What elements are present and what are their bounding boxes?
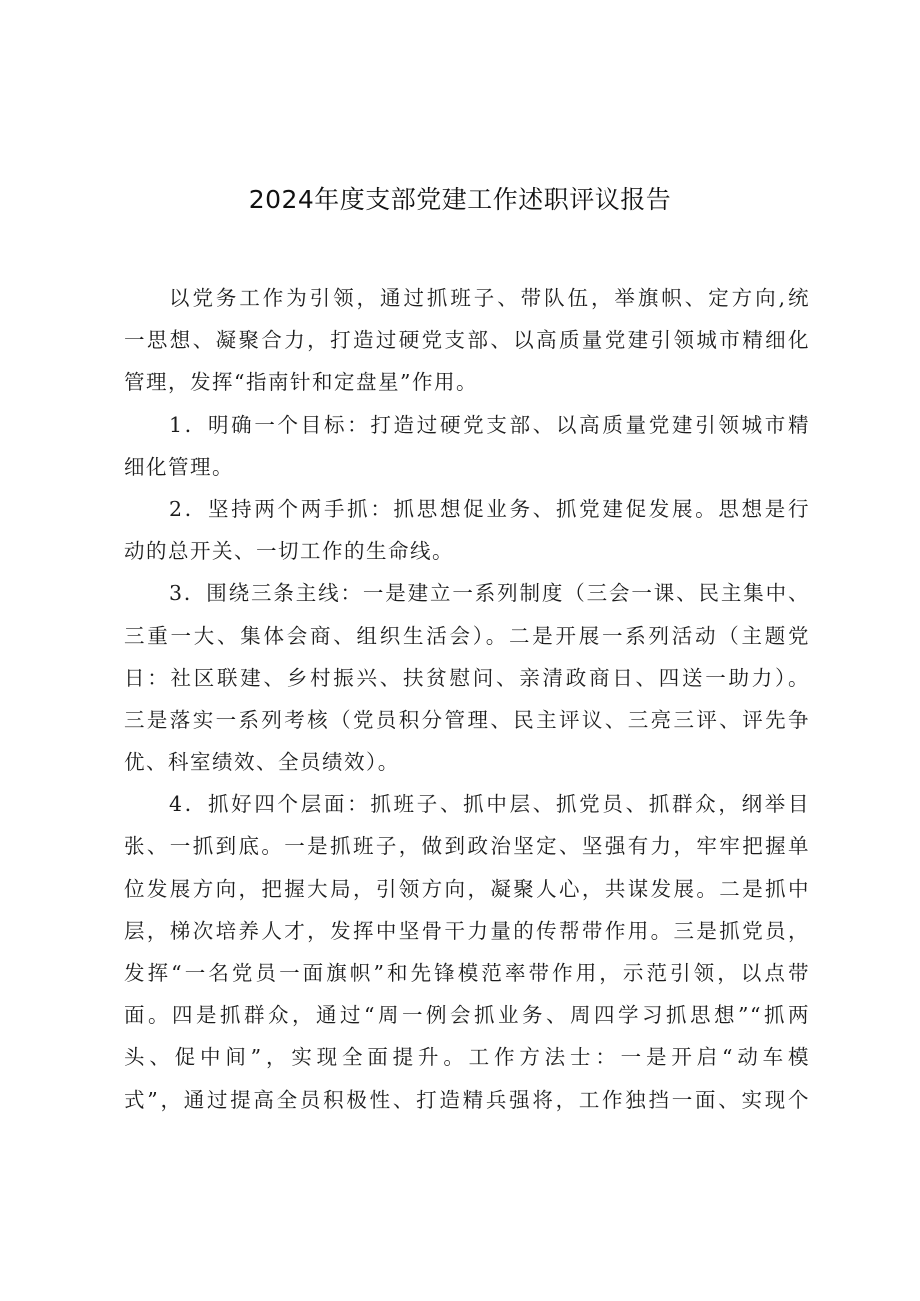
text-line: 2．坚持两个两手抓：抓思想促业务、抓党建促发展。思想是行: [169, 496, 810, 521]
paragraph-intro: [124, 277, 810, 404]
text-line: 层，梯次培养人才，发挥中坚骨干力量的传帮带作用。三是抓党员，: [124, 918, 810, 943]
text-line: 面。四是抓群众，通过“周一例会抓业务、周四学习抓思想”“抓两: [124, 1003, 810, 1028]
paragraph-item-2: [124, 488, 810, 572]
text-line: 头、促中间”，实现全面提升。工作方法士：一是开启“动车模: [124, 1045, 810, 1070]
text-line: 优、科室绩效、全员绩效）。: [124, 750, 400, 775]
paragraph-item-3: [124, 572, 810, 783]
text-line: 位发展方向，把握大局，引领方向，凝聚人心，共谋发展。二是抓中: [124, 876, 810, 901]
text-line: 3．围绕三条主线：一是建立一系列制度（三会一课、民主集中、: [169, 581, 810, 606]
text-line: 以党务工作为引领，通过抓班子、带队伍，举旗帜、定方向,统: [169, 286, 810, 310]
text-line: 张、一抓到底。一是抓班子，做到政治坚定、坚强有力，牢牢把握单: [124, 834, 810, 859]
text-line: 1．明确一个目标：打造过硬党支部、以高质量党建引领城市精: [169, 412, 810, 437]
text-line: 动的总开关、一切工作的生命线。: [124, 539, 454, 564]
text-line: 三是落实一系列考核（党员积分管理、民主评议、三亮三评、评先争: [124, 707, 810, 732]
text-line: 发挥“一名党员一面旗帜”和先锋模范率带作用，示范引领，以点带: [124, 961, 810, 985]
text-line: 4．抓好四个层面：抓班子、抓中层、抓党员、抓群众，纲举目: [169, 792, 810, 817]
text-line: 一思想、凝聚合力，打造过硬党支部、以高质量党建引领城市精细化: [124, 328, 810, 353]
paragraph-item-1: [124, 404, 810, 488]
text-line: 管理，发挥“指南针和定盘星”作用。: [124, 370, 478, 395]
text-line: 三重一大、集体会商、组织生活会）。二是开展一系列活动（主题党: [124, 623, 810, 648]
document-title: 2024年度支部党建工作述职评议报告: [248, 185, 672, 214]
text-line: 式”，通过提高全员积极性、打造精兵强将，工作独挡一面、实现个: [124, 1087, 810, 1112]
document-body: [124, 277, 810, 1121]
text-line: 细化管理。: [124, 454, 234, 479]
paragraph-item-4: [124, 783, 810, 1121]
text-line: 日：社区联建、乡村振兴、扶贫慰问、亲清政商日、四送一助力）。: [124, 665, 810, 690]
